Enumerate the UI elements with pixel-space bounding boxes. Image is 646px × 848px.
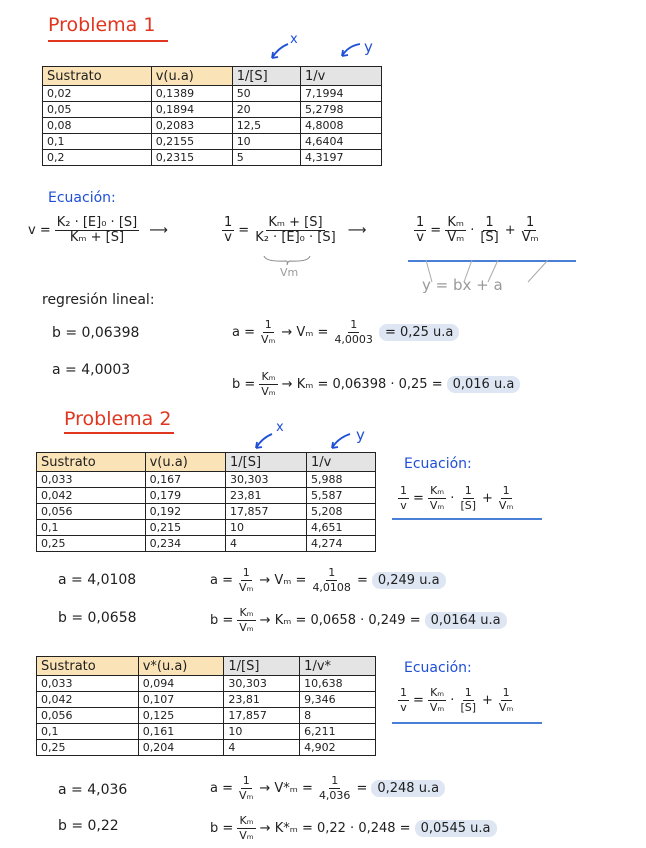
numerator: Kₘ + [S]: [268, 215, 323, 230]
numerator: K₂ · [E]₀ · [S]: [56, 215, 138, 230]
denominator: [S]: [460, 499, 477, 512]
p3-eq-underline: [392, 722, 542, 724]
numerator: 1: [242, 566, 250, 579]
fraction: [398, 484, 409, 513]
problem-1-title-underline: [48, 40, 168, 42]
fraction: [428, 484, 446, 513]
table-row: [37, 692, 376, 708]
cell: 0,215: [145, 520, 225, 536]
problem-2-title: Problema 2: [64, 408, 172, 430]
p1-equation-inverse: $\frac{1}{v}$ = $\frac{\text{Kₘ + [S]}}{\text{K₂ · [E]₀ · [S]}}$ ⟶: [224, 215, 367, 245]
p3-km-calc: [210, 814, 497, 843]
p2-equation: $\frac{1}{v}$ = $\frac{\text{Kₘ}}{\text{Vₘ}}$ · $\frac{1}{[S]}$ + $\frac{1}{\text{Vₘ}}$: [400, 484, 514, 512]
table-row: [37, 708, 376, 724]
numerator: Kₘ: [261, 370, 276, 383]
fraction: [445, 216, 466, 245]
eq-text: a =: [210, 573, 233, 588]
cell: 0,125: [138, 708, 224, 724]
numerator: 1: [350, 318, 358, 331]
p2-a-value: a = 4,0108: [58, 572, 137, 588]
table-row: [37, 472, 376, 488]
numerator: Kₘ: [239, 606, 254, 619]
cell: 4: [224, 740, 300, 756]
p2-data-table: [36, 452, 376, 552]
denominator: Vₘ: [498, 701, 514, 714]
p3-ecuacion-label: Ecuación:: [404, 660, 472, 676]
fraction: [259, 370, 277, 399]
cell: 17,857: [224, 708, 300, 724]
col-header: v(u.a): [151, 67, 232, 86]
p1-y-label: y: [364, 38, 373, 56]
cell: 0,056: [37, 708, 139, 724]
eq-text: → Vₘ =: [281, 325, 329, 340]
eq-text: a =: [232, 325, 255, 340]
vm-result: 0,248 u.a: [371, 780, 445, 797]
fraction: [237, 566, 255, 595]
cell: 0,056: [37, 504, 146, 520]
cell: 0,094: [138, 676, 224, 692]
cell: 0,204: [138, 740, 224, 756]
fraction: [222, 216, 234, 245]
table-header-row: [43, 67, 382, 86]
denominator: 4,036: [318, 789, 351, 802]
p2-vm-calc: a = $\frac{1}{\text{Vₘ}}$ → Vₘ = $\frac{1}{4,0108}$ = 0,249 u.a: [210, 566, 446, 595]
km-result: 0,016 u.a: [447, 376, 521, 393]
cell: 10: [224, 724, 300, 740]
cell: 4,274: [306, 536, 375, 552]
eq-text: → V*ₘ =: [259, 781, 313, 796]
arrow-icon: ⟶: [347, 223, 367, 238]
denominator: v: [416, 230, 424, 245]
denominator: [S]: [460, 701, 477, 714]
p2-y-label: y: [356, 426, 365, 444]
cell: 0,107: [138, 692, 224, 708]
denominator: 4,0108: [312, 581, 351, 594]
fraction: [55, 216, 140, 245]
cell: 0,033: [37, 676, 139, 692]
cell: 0,2083: [151, 118, 232, 134]
cell: 0,167: [145, 472, 225, 488]
denominator: v: [400, 701, 407, 714]
p2-eq-underline: [392, 518, 542, 520]
numerator: 1: [400, 686, 407, 699]
cell: 10,638: [300, 676, 376, 692]
cell: 9,346: [300, 692, 376, 708]
col-header: 1/[S]: [232, 67, 300, 86]
denominator: Kₘ + [S]: [69, 230, 125, 245]
table-row: [37, 740, 376, 756]
cell: 0,192: [145, 504, 225, 520]
cell: 0,25: [37, 740, 139, 756]
p1-vm-calc: [232, 318, 459, 347]
p2-x-label: x: [276, 420, 284, 435]
denominator: v: [224, 230, 232, 245]
cell: 7,1994: [300, 86, 381, 102]
regresion-label: regresión lineal:: [42, 292, 155, 308]
eq-text: a =: [210, 781, 233, 796]
denominator: Vₘ: [239, 829, 254, 842]
km-result: 0,0545 u.a: [415, 820, 497, 837]
p1-a-value: a = 4,0003: [52, 362, 131, 378]
table-row: [37, 520, 376, 536]
vm-result: 0,249 u.a: [372, 572, 446, 589]
cell: 30,303: [226, 472, 307, 488]
fraction: [458, 686, 478, 715]
cell: 30,303: [224, 676, 300, 692]
fraction: [398, 686, 409, 715]
cell: 4,902: [300, 740, 376, 756]
denominator: Vₘ: [498, 499, 514, 512]
fraction: [428, 686, 446, 715]
fraction: [497, 484, 515, 513]
numerator: 1: [331, 774, 339, 787]
linear-form: y = bx + a: [422, 276, 503, 294]
p1-equation-mm: [28, 216, 168, 245]
cell: 50: [232, 86, 300, 102]
denominator: Vₘ: [239, 621, 254, 634]
col-header: Sustrato: [37, 657, 139, 676]
cell: 4: [226, 536, 307, 552]
y-arrow-icon: [342, 44, 360, 56]
col-header: v*(u.a): [138, 657, 224, 676]
cell: 0,1894: [151, 102, 232, 118]
cell: 0,1: [43, 134, 152, 150]
p3-b-value: b = 0,22: [58, 818, 119, 834]
cell: 4,6404: [300, 134, 381, 150]
underbrace-icon: [262, 254, 312, 266]
x-arrow-icon: [256, 434, 272, 448]
cell: 17,857: [226, 504, 307, 520]
p1-b-value: b = 0,06398: [52, 325, 140, 341]
eq-text: → Kₘ = 0,06398 · 0,25 =: [281, 377, 443, 392]
table-row: [37, 488, 376, 504]
numerator: Kₘ: [447, 215, 464, 230]
cell: 0,042: [37, 692, 139, 708]
denominator: Vₘ: [261, 333, 276, 346]
denominator: Vₘ: [429, 701, 445, 714]
cell: 5,587: [306, 488, 375, 504]
cell: 4,651: [306, 520, 375, 536]
vm-result: = 0,25 u.a: [379, 324, 459, 341]
numerator: 1: [485, 215, 494, 230]
denominator: Vₘ: [239, 581, 254, 594]
cell: 0,05: [43, 102, 152, 118]
numerator: 1: [328, 566, 336, 579]
cell: 0,1389: [151, 86, 232, 102]
fraction: [520, 216, 541, 245]
fraction: [414, 216, 426, 245]
cell: 8: [300, 708, 376, 724]
p1-x-label: x: [290, 32, 298, 47]
p1-equation-lineweaver: $\frac{1}{v}$ = $\frac{\text{Kₘ}}{\text{Vₘ}}$ · $\frac{1}{[S]}$ + $\frac{1}{\text{Vₘ}}$: [416, 215, 539, 245]
numerator: 1: [242, 774, 250, 787]
cell: 4,8008: [300, 118, 381, 134]
col-header: 1/[S]: [224, 657, 300, 676]
cell: 10: [226, 520, 307, 536]
p3-data-table: [36, 656, 376, 756]
table-row: [43, 134, 382, 150]
cell: 4,3197: [300, 150, 381, 166]
km-result: 0,0164 u.a: [425, 612, 507, 629]
col-header: Sustrato: [43, 67, 152, 86]
table-header-row: [37, 453, 376, 472]
denominator: Vₘ: [239, 789, 254, 802]
x-arrow-icon: [272, 44, 288, 58]
p2-km-calc: [210, 606, 507, 635]
cell: 6,211: [300, 724, 376, 740]
table-row: [37, 676, 376, 692]
cell: 0,08: [43, 118, 152, 134]
eq-text: → Vₘ =: [259, 573, 307, 588]
cell: 0,042: [37, 488, 146, 504]
numerator: 1: [464, 686, 472, 699]
table-header-row: [37, 657, 376, 676]
table-row: [43, 118, 382, 134]
numerator: 1: [400, 484, 407, 497]
vm-underlabel: Vm: [280, 266, 299, 279]
numerator: 1: [464, 484, 472, 497]
fraction: [458, 484, 478, 513]
cell: 5: [232, 150, 300, 166]
cell: 0,2155: [151, 134, 232, 150]
p2-ecuacion-label: Ecuación:: [404, 456, 472, 472]
cell: 12,5: [232, 118, 300, 134]
fraction: [237, 606, 255, 635]
denominator: Vₘ: [521, 230, 539, 245]
denominator: [S]: [480, 230, 499, 245]
table-row: [43, 150, 382, 166]
p1-ecuacion-label: Ecuación:: [48, 190, 116, 206]
numerator: Kₘ: [430, 686, 445, 699]
col-header: 1/v: [300, 67, 381, 86]
fraction: [317, 774, 353, 803]
col-header: v(u.a): [145, 453, 225, 472]
eq-text: b =: [232, 377, 256, 392]
cell: 0,234: [145, 536, 225, 552]
eq-text: → K*ₘ = 0,22 · 0,248 =: [259, 821, 411, 836]
fraction: [310, 566, 353, 595]
p1-km-calc: [232, 370, 520, 399]
numerator: Kₘ: [239, 814, 254, 827]
denominator: Vₘ: [261, 385, 276, 398]
fraction: [497, 686, 515, 715]
table-row: [37, 504, 376, 520]
cell: 0,1: [37, 520, 146, 536]
denominator: 4,0003: [334, 333, 373, 346]
cell: 0,179: [145, 488, 225, 504]
cell: 20: [232, 102, 300, 118]
numerator: 1: [502, 484, 510, 497]
cell: 0,02: [43, 86, 152, 102]
eq-text: b =: [210, 821, 234, 836]
p1-data-table: [42, 66, 382, 166]
cell: 0,2315: [151, 150, 232, 166]
fraction: [332, 318, 375, 347]
cell: 0,2: [43, 150, 152, 166]
numerator: 1: [502, 686, 510, 699]
cell: 0,161: [138, 724, 224, 740]
col-header: 1/v*: [300, 657, 376, 676]
arrow-icon: ⟶: [149, 223, 168, 238]
cell: 23,81: [224, 692, 300, 708]
numerator: 1: [224, 215, 233, 230]
fraction: [237, 814, 255, 843]
cell: 5,988: [306, 472, 375, 488]
fraction: [478, 216, 500, 245]
table-row: [37, 724, 376, 740]
fraction: [237, 774, 255, 803]
col-header: 1/[S]: [226, 453, 307, 472]
eq-lhs: v =: [28, 223, 51, 238]
fraction: [253, 216, 338, 245]
cell: 0,1: [37, 724, 139, 740]
p2-b-value: b = 0,0658: [58, 610, 137, 626]
problem-2-title-underline: [64, 432, 174, 434]
table-row: [43, 102, 382, 118]
cell: 10: [232, 134, 300, 150]
col-header: Sustrato: [37, 453, 146, 472]
denominator: Vₘ: [447, 230, 465, 245]
eq-text: → Kₘ = 0,0658 · 0,249 =: [259, 613, 421, 628]
table-row: [37, 536, 376, 552]
problem-1-title: Problema 1: [48, 14, 156, 36]
table-row: [43, 86, 382, 102]
denominator: v: [400, 499, 407, 512]
numerator: 1: [264, 318, 272, 331]
p3-equation: $\frac{1}{v}$ = $\frac{\text{Kₘ}}{\text{Vₘ}}$ · $\frac{1}{[S]}$ + $\frac{1}{\text{Vₘ}}$: [400, 686, 514, 714]
cell: 5,2798: [300, 102, 381, 118]
col-header: 1/v: [306, 453, 375, 472]
numerator: 1: [416, 215, 425, 230]
p3-a-value: a = 4,036: [58, 782, 128, 798]
fraction: [259, 318, 277, 347]
cell: 5,208: [306, 504, 375, 520]
cell: 23,81: [226, 488, 307, 504]
cell: 0,25: [37, 536, 146, 552]
eq-text: b =: [210, 613, 234, 628]
numerator: Kₘ: [430, 484, 445, 497]
denominator: Vₘ: [429, 499, 445, 512]
p3-vm-calc: a = $\frac{1}{\text{Vₘ}}$ → V*ₘ = $\frac{1}{4,036}$ = 0,248 u.a: [210, 774, 445, 803]
numerator: 1: [526, 215, 535, 230]
cell: 0,033: [37, 472, 146, 488]
y-arrow-icon: [332, 434, 350, 448]
denominator: K₂ · [E]₀ · [S]: [255, 230, 336, 245]
